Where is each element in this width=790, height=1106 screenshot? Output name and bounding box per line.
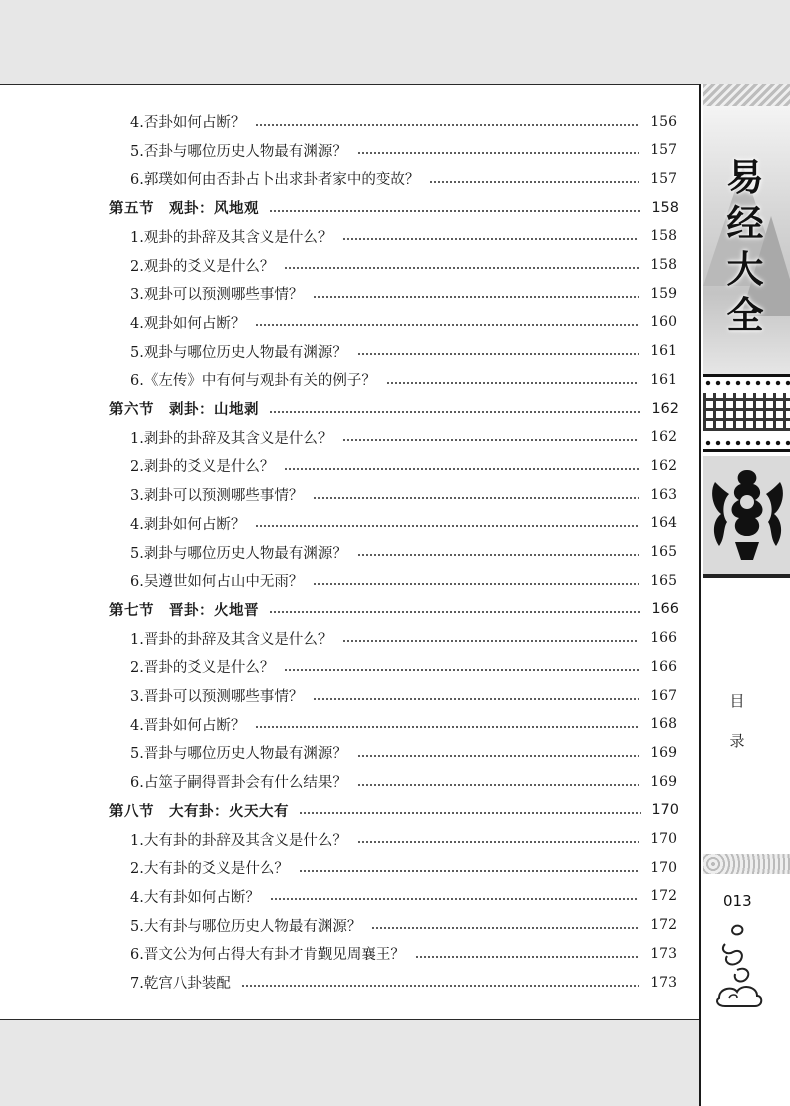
toc-entry-title: 6.晋文公为何占得大有卦才肯觐见周襄王？: [130, 947, 405, 964]
toc-item: [0, 911, 699, 940]
toc-label-char: 录: [729, 732, 745, 750]
toc-entry-page: 156: [650, 113, 677, 130]
dot-leader: [357, 755, 639, 757]
toc-entry-title: 4.否卦如何占断？: [130, 115, 246, 131]
pattern-band-top: [703, 84, 790, 106]
dot-leader: [241, 985, 639, 987]
top-margin: [0, 0, 700, 84]
toc-entry-page: 164: [650, 515, 677, 532]
toc-entry-page: 166: [650, 630, 677, 647]
dot-leader: [357, 784, 639, 786]
dot-leader: [269, 611, 641, 613]
toc-entry-page: 166: [650, 658, 677, 675]
dot-leader: [357, 353, 639, 355]
toc-entry-page: 170: [650, 859, 677, 876]
dot-leader: [371, 927, 639, 929]
dot-leader: [269, 411, 641, 413]
toc-entry-title: 5.剥卦与哪位历史人物最有渊源？: [130, 545, 347, 562]
dot-leader: [313, 698, 639, 700]
book-title-char: 大: [726, 247, 764, 291]
toc-entry-title: 4.观卦如何占断？: [130, 315, 246, 332]
toc-entry-title: 4.晋卦如何占断？: [130, 717, 246, 734]
toc-entry-page: 169: [650, 744, 677, 761]
toc-entry-title: 2.大有卦的爻义是什么？: [130, 861, 289, 878]
toc-entry-page: 166: [651, 601, 679, 618]
wave-pattern-band: [703, 854, 790, 874]
dot-leader: [386, 382, 639, 384]
dot-leader: [342, 238, 639, 240]
toc-section: [0, 595, 699, 624]
toc-item: [0, 566, 699, 595]
toc-entry-page: 159: [650, 285, 677, 302]
toc-item: [0, 337, 699, 366]
dot-leader: [269, 210, 641, 212]
book-title-char: 易: [726, 155, 764, 199]
toc-entry-title: 6.《左传》中有何与观卦有关的例子？: [130, 373, 376, 390]
dot-leader: [255, 324, 639, 326]
toc-entry-page: 158: [650, 257, 677, 273]
dot-leader: [429, 181, 639, 183]
cloud-scroll-icon: [715, 922, 765, 1012]
dot-leader: [299, 812, 641, 814]
toc-item: [0, 681, 699, 710]
toc-item: [0, 164, 699, 193]
page-number: 013: [723, 892, 752, 910]
decorative-sidebar: [699, 84, 790, 1106]
toc-entry-title: 1.晋卦的卦辞及其含义是什么？: [130, 631, 333, 648]
bottom-margin: [0, 1020, 700, 1106]
dot-leader: [255, 525, 639, 527]
toc-entry-page: 170: [651, 802, 679, 819]
toc-entry-page: 165: [650, 544, 677, 560]
toc-entry-title: 第五节 观卦：风地观: [109, 201, 259, 218]
toc-entry-title: 第八节 大有卦：火天大有: [109, 803, 289, 820]
toc-item: [0, 279, 699, 308]
dot-leader: [357, 152, 639, 154]
toc-item: [0, 107, 699, 136]
toc-item: [0, 509, 699, 538]
dot-leader: [415, 956, 639, 958]
meander-pattern-band: [703, 374, 790, 452]
toc-entry-title: 第七节 晋卦：火地晋: [109, 602, 259, 619]
dot-leader: [313, 583, 639, 585]
toc-entry-title: 4.大有卦如何占断？: [130, 889, 260, 906]
toc-item: [0, 423, 699, 452]
dot-leader: [284, 669, 639, 671]
toc-entry-title: 3.晋卦可以预测哪些事情？: [130, 689, 304, 705]
toc-item: [0, 825, 699, 854]
toc-item: [0, 968, 699, 997]
toc-entry-page: 173: [650, 974, 677, 991]
toc-section: [0, 193, 699, 222]
toc-entry-page: 162: [650, 429, 677, 446]
toc-entry-page: 172: [650, 917, 677, 934]
toc-entry-title: 1.观卦的卦辞及其含义是什么？: [130, 229, 333, 246]
toc-item: [0, 710, 699, 739]
toc-item: [0, 738, 699, 767]
dot-leader: [342, 640, 639, 642]
dot-leader: [270, 898, 639, 900]
toc-entry-title: 2.观卦的爻义是什么？: [130, 258, 275, 275]
toc-item: [0, 480, 699, 509]
toc-item: [0, 939, 699, 968]
toc-label-char: 目: [729, 692, 745, 710]
toc-entry-title: 5.晋卦与哪位历史人物最有渊源？: [130, 746, 347, 763]
toc-entry-title: 6.占筮子嗣得晋卦会有什么结果？: [130, 775, 347, 792]
toc-item: [0, 853, 699, 882]
toc-entry-title: 1.大有卦的卦辞及其含义是什么？: [130, 832, 347, 849]
toc-item: [0, 308, 699, 337]
content-page: [0, 84, 699, 1020]
ornament-icon: [707, 462, 788, 568]
toc-entry-page: 161: [650, 371, 677, 388]
toc-entry-page: 170: [650, 831, 677, 847]
book-title-char: 全: [726, 293, 764, 337]
toc-section: [0, 394, 699, 423]
toc-section: [0, 796, 699, 825]
toc-entry-page: 173: [650, 945, 677, 962]
toc-item: [0, 451, 699, 480]
toc-entry-title: 2.剥卦的爻义是什么？: [130, 459, 275, 476]
toc-entry-page: 168: [650, 716, 677, 733]
toc-entry-page: 158: [650, 228, 677, 245]
toc-item: [0, 538, 699, 567]
toc-entry-page: 165: [650, 572, 677, 589]
dot-leader: [357, 841, 639, 843]
toc-entry-page: 161: [650, 343, 677, 360]
dot-leader: [255, 726, 639, 728]
toc-entry-page: 167: [650, 687, 677, 704]
toc-entry-title: 6.吴遵世如何占山中无雨？: [130, 574, 304, 591]
book-title-char: 经: [726, 201, 764, 245]
toc-entry-title: 6.郭璞如何由否卦占卜出求卦者家中的变故？: [130, 172, 420, 189]
dot-leader: [284, 267, 639, 269]
toc-entry-page: 169: [650, 773, 677, 790]
toc-entry-title: 4.剥卦如何占断？: [130, 516, 246, 533]
toc-item: [0, 882, 699, 911]
toc-entry-title: 5.大有卦与哪位历史人物最有渊源？: [130, 918, 362, 935]
dot-leader: [342, 439, 639, 441]
toc-entry-title: 5.否卦与哪位历史人物最有渊源？: [130, 143, 347, 160]
toc-entry-title: 7.乾宫八卦装配: [130, 976, 231, 992]
ornament-panel: [703, 456, 790, 578]
toc-item: [0, 624, 699, 653]
dot-leader: [357, 554, 639, 556]
dot-leader: [255, 124, 639, 126]
toc-entry-page: 158: [651, 199, 679, 216]
toc-entry-page: 163: [650, 486, 677, 503]
toc-entry-title: 3.观卦可以预测哪些事情？: [130, 287, 304, 304]
toc-item: [0, 767, 699, 796]
toc-item: [0, 222, 699, 251]
toc-entry-title: 2.晋卦的爻义是什么？: [130, 660, 275, 677]
dot-leader: [313, 497, 639, 499]
toc-entry-title: 5.观卦与哪位历史人物最有渊源？: [130, 344, 347, 361]
toc-entry-page: 157: [650, 170, 677, 187]
toc-entry-page: 160: [650, 314, 677, 331]
dot-leader: [284, 468, 639, 470]
toc-item: [0, 136, 699, 165]
dot-leader: [299, 870, 639, 872]
toc-item: [0, 251, 699, 280]
toc-item: [0, 652, 699, 681]
toc-entry-title: 第六节 剥卦：山地剥: [109, 402, 259, 418]
book-title: [715, 154, 775, 338]
dot-leader: [313, 296, 639, 298]
toc-entry-title: 3.剥卦可以预测哪些事情？: [130, 488, 304, 505]
toc-item: [0, 365, 699, 394]
toc-entry-title: 1.剥卦的卦辞及其含义是什么？: [130, 430, 333, 447]
toc-entry-page: 172: [650, 888, 677, 905]
toc-entry-page: 162: [650, 457, 677, 474]
toc-entry-page: 157: [650, 142, 677, 159]
toc-entry-page: 162: [651, 400, 679, 417]
